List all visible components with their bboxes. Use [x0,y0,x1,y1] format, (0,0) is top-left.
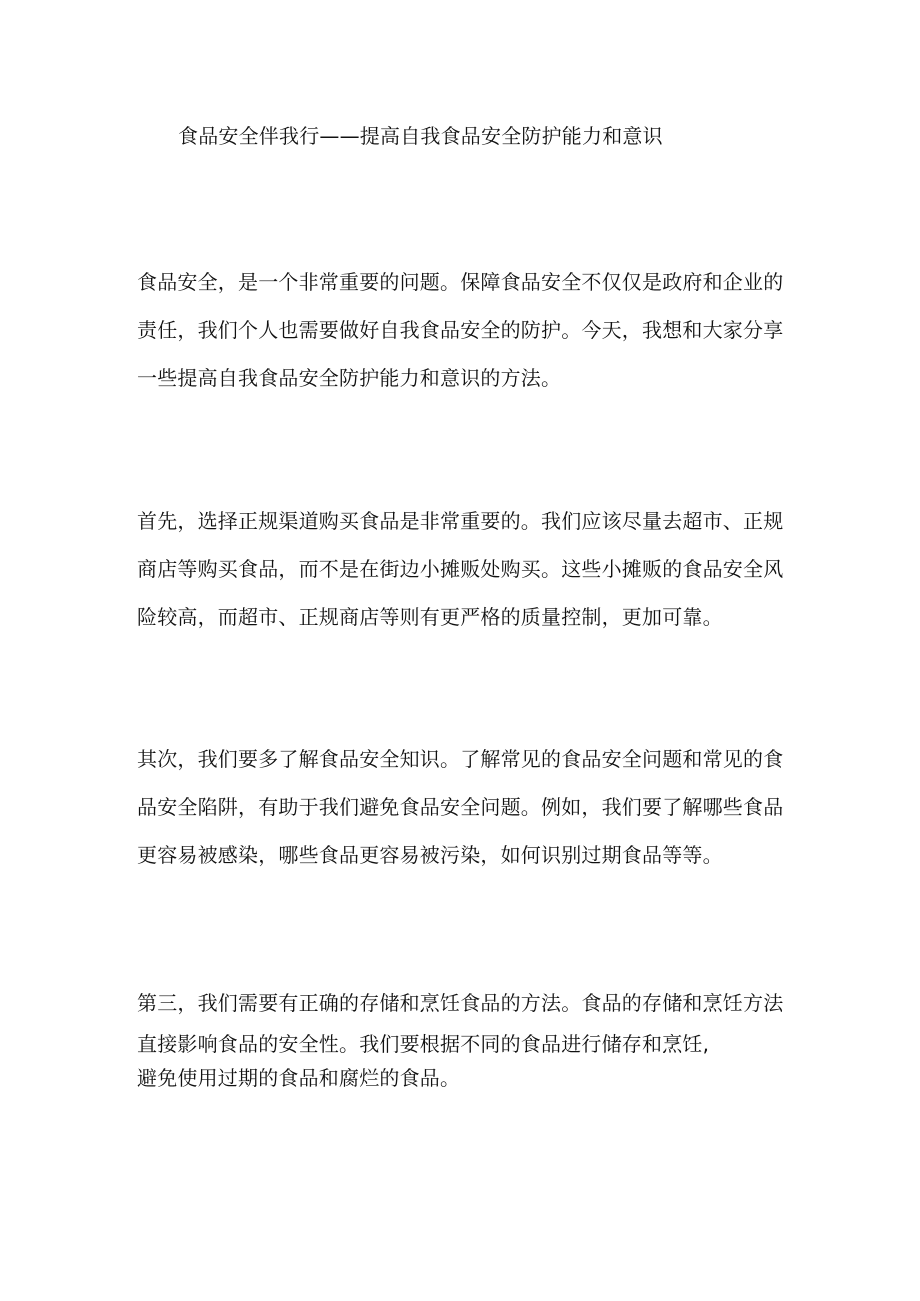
paragraph-intro [137,258,782,402]
paragraph-line: 一些提高自我食品安全防护能力和意识的方法。 [137,366,562,390]
paragraph-line: 食品安全，是一个非常重要的问题。保障食品安全不仅仅是政府和企业的 [137,270,784,294]
paragraph-line: 第三，我们需要有正确的存储和烹饪食品的方法。食品的存储和烹饪方法 [137,991,784,1015]
paragraph-line: 直接影响食品的安全性。我们要根据不同的食品进行储存和烹饪, [137,1032,710,1056]
paragraph-line: 险较高，而超市、正规商店等则有更严格的质量控制，更加可靠。 [137,605,723,629]
paragraph-second [137,735,782,879]
paragraph-line: 避免使用过期的食品和腐烂的食品。 [137,1066,461,1090]
paragraph-line: 更容易被感染，哪些食品更容易被污染，如何识别过期食品等等。 [137,843,723,867]
paragraph-line: 品安全陷阱，有助于我们避免食品安全问题。例如，我们要了解哪些食品 [137,795,784,819]
paragraph-third [137,980,782,1095]
paragraph-line: 首先，选择正规渠道购买食品是非常重要的。我们应该尽量去超市、正规 [137,509,784,533]
paragraph-first [137,497,782,641]
paragraph-line: 责任，我们个人也需要做好自我食品安全的防护。今天，我想和大家分享 [137,318,784,342]
paragraph-line: 其次，我们要多了解食品安全知识。了解常见的食品安全问题和常见的食 [137,747,784,771]
document-title: 食品安全伴我行——提高自我食品安全防护能力和意识 [178,124,663,148]
paragraph-line: 商店等购买食品，而不是在街边小摊贩处购买。这些小摊贩的食品安全风 [137,557,784,581]
